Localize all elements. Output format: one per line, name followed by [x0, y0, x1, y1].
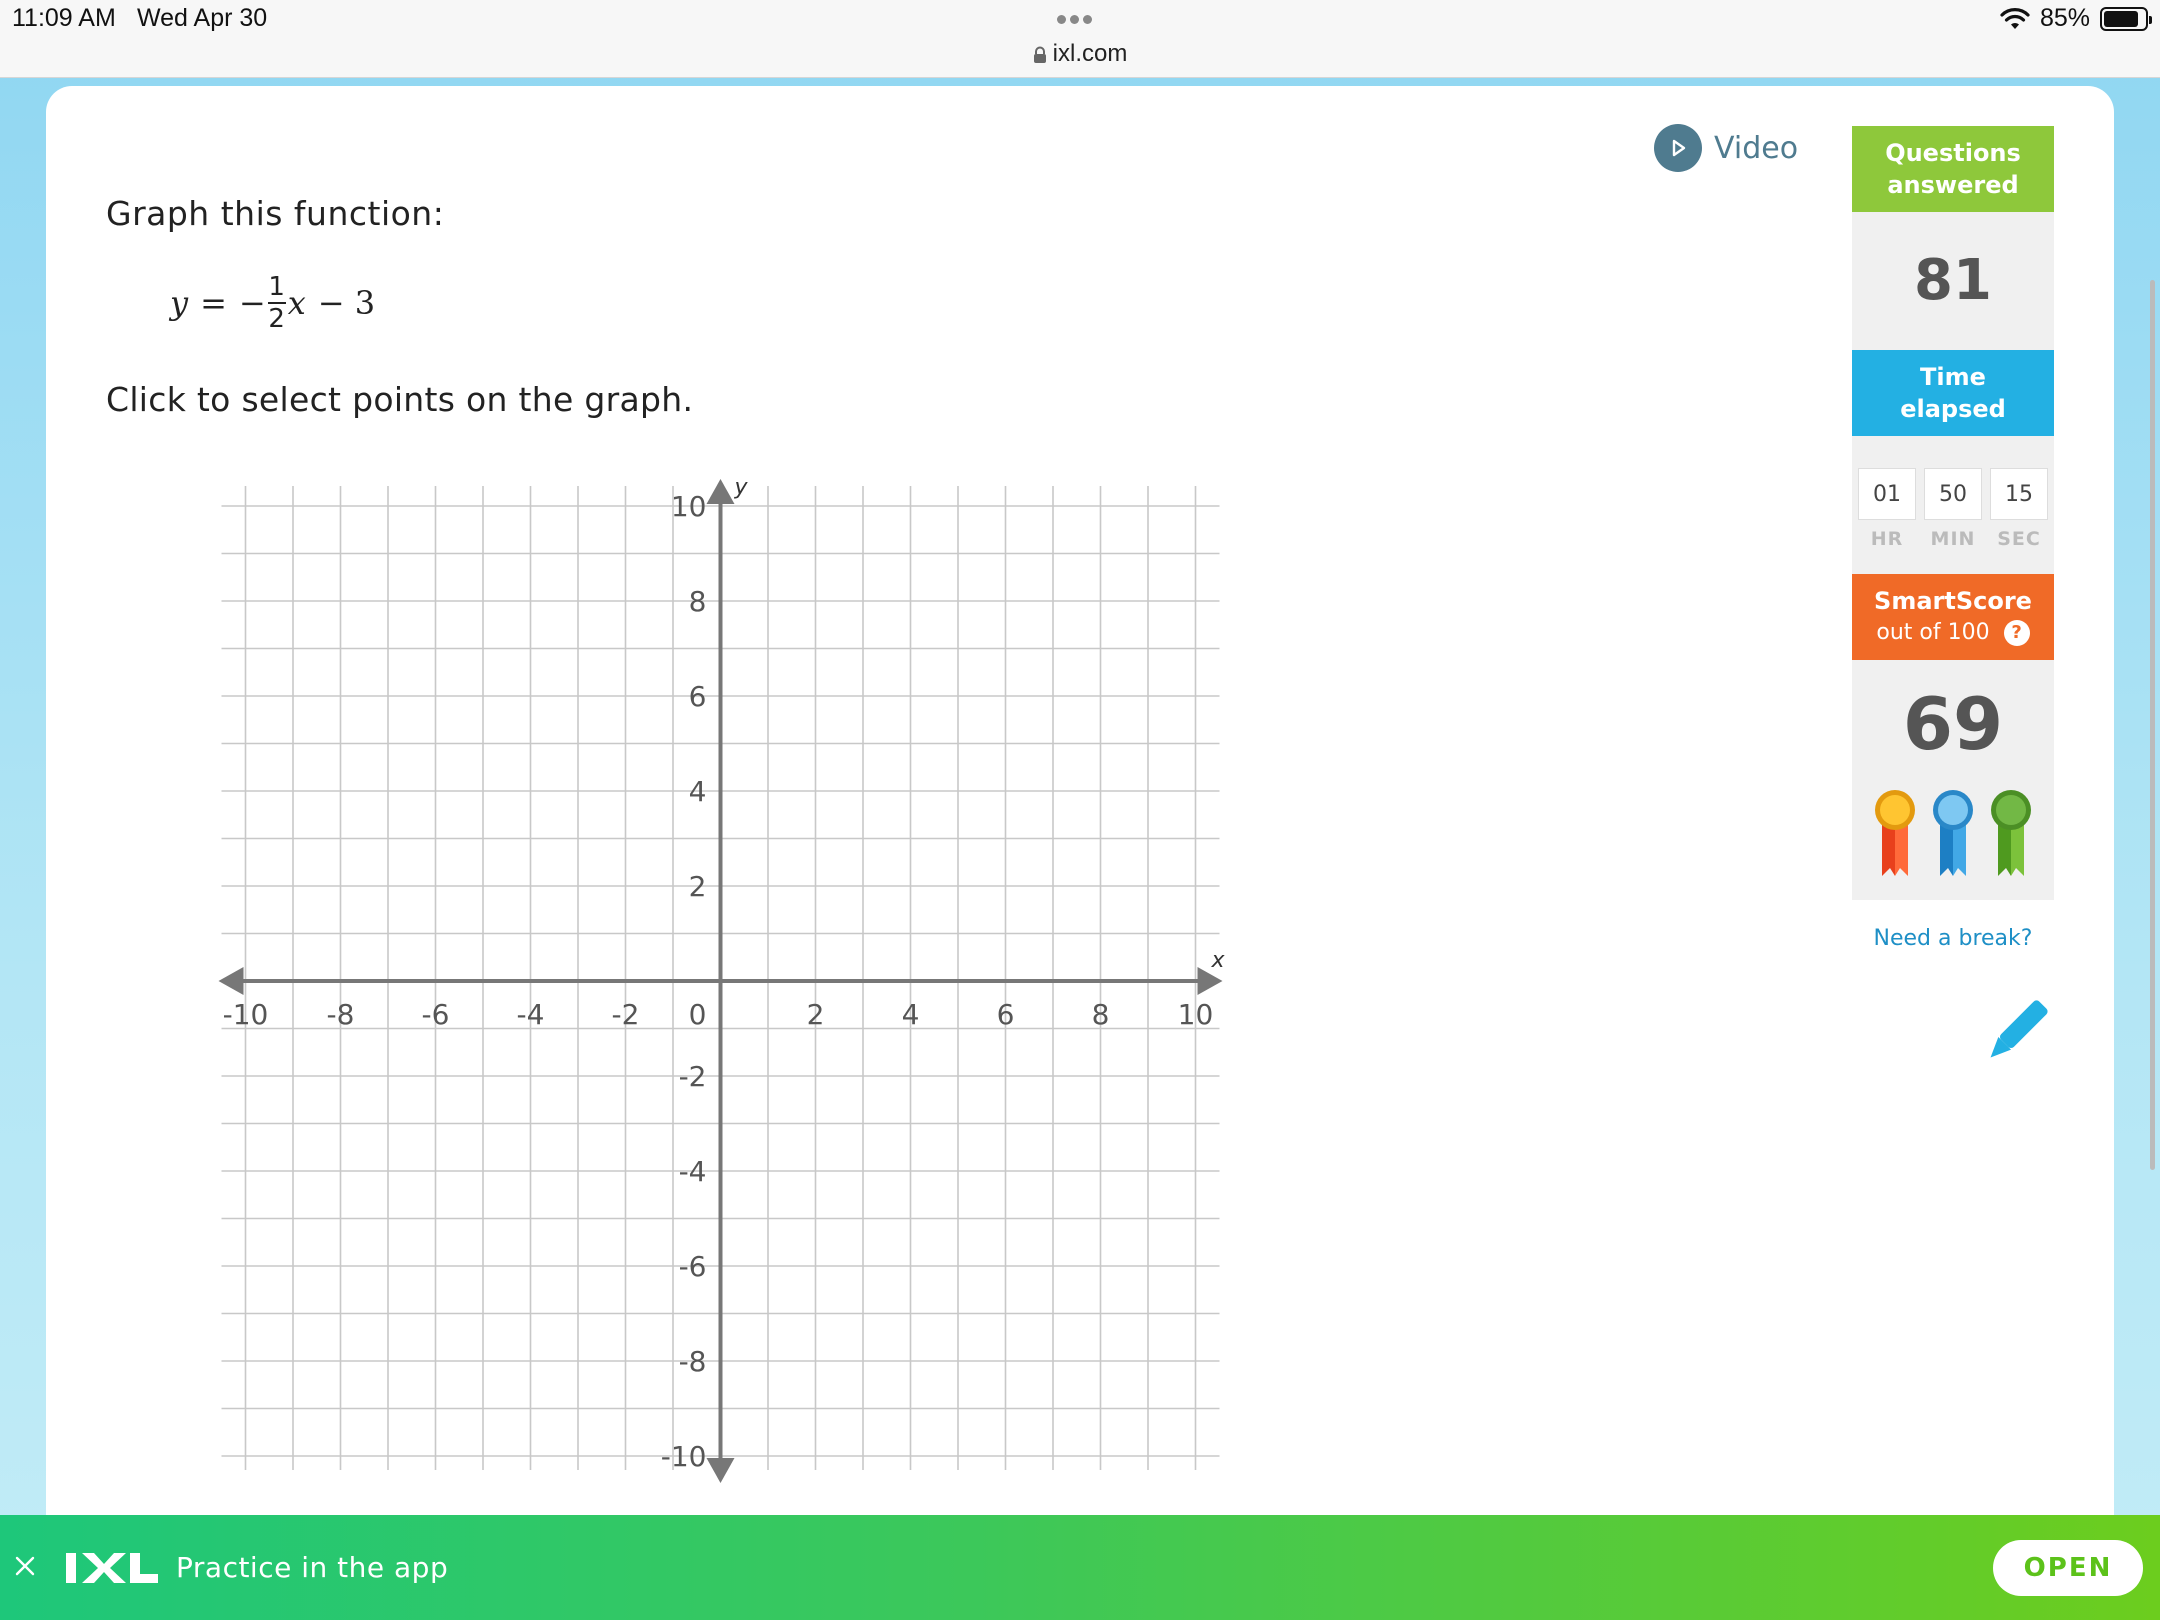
time-header-line1: Time	[1920, 363, 1986, 391]
play-icon	[1654, 124, 1702, 172]
x-axis-arrow-left	[219, 967, 244, 995]
help-icon[interactable]: ?	[2004, 620, 2030, 646]
app-banner	[0, 1515, 2160, 1620]
y-tick-label: -6	[678, 1250, 707, 1283]
close-icon[interactable]	[10, 1551, 40, 1581]
smartscore-subtitle	[1876, 617, 2029, 649]
pencil-icon[interactable]	[1976, 992, 2056, 1072]
status-time: 11:09 AM	[12, 4, 116, 32]
status-bar	[0, 0, 2160, 78]
equation	[170, 274, 375, 332]
y-axis-label: y	[734, 475, 748, 500]
equation-fraction	[268, 274, 286, 332]
award-ribbons	[1852, 784, 2054, 900]
y-tick-label: -2	[678, 1060, 707, 1093]
need-break-link[interactable]: Need a break?	[1873, 926, 2033, 951]
timer-hours: 01	[1858, 468, 1916, 520]
timer-seconds-label: SEC	[1997, 528, 2041, 550]
x-tick-label: 8	[1091, 998, 1110, 1031]
x-tick-label: 0	[688, 998, 707, 1031]
y-tick-label: 10	[670, 490, 707, 523]
timer	[1852, 436, 2054, 574]
questions-header-line2: answered	[1887, 171, 2019, 199]
graph-svg[interactable]	[166, 456, 1236, 1586]
time-elapsed-header	[1852, 350, 2054, 436]
equation-sign: −	[238, 284, 266, 322]
wifi-icon	[2000, 7, 2030, 31]
video-label: Video	[1714, 130, 1799, 166]
x-tick-label: -6	[421, 998, 450, 1031]
x-tick-label: 4	[901, 998, 920, 1031]
y-tick-label: 2	[688, 870, 707, 903]
gold-ribbon-icon	[1872, 788, 1918, 880]
x-tick-label: 10	[1177, 998, 1214, 1031]
status-date: Wed Apr 30	[137, 4, 268, 32]
green-ribbon-icon	[1988, 788, 2034, 880]
lock-icon	[1033, 46, 1047, 64]
timer-minutes-label: MIN	[1930, 528, 1976, 550]
x-tick-label: -8	[326, 998, 355, 1031]
open-app-button[interactable]: OPEN	[1993, 1540, 2143, 1596]
y-tick-label: -8	[678, 1345, 707, 1378]
equation-equals: =	[200, 284, 227, 322]
timer-minutes: 50	[1924, 468, 1982, 520]
fraction-denominator: 2	[268, 304, 285, 334]
banner-text: Practice in the app	[176, 1551, 449, 1584]
timer-seconds: 15	[1990, 468, 2048, 520]
smartscore-title: SmartScore	[1874, 587, 2032, 615]
smartscore-out-of: out of 100	[1876, 620, 1990, 645]
x-tick-label: 6	[996, 998, 1015, 1031]
x-tick-label: -4	[516, 998, 545, 1031]
questions-count: 81	[1852, 212, 2054, 350]
question-card	[46, 86, 2114, 1620]
blue-ribbon-icon	[1930, 788, 1976, 880]
y-axis-arrow-down	[707, 1458, 735, 1483]
question-title: Graph this function:	[106, 194, 445, 233]
y-tick-label: 4	[688, 775, 707, 808]
timer-hours-label: HR	[1870, 528, 1904, 550]
status-right	[2000, 4, 2148, 33]
y-tick-label: 6	[688, 680, 707, 713]
y-tick-label: 8	[688, 585, 707, 618]
more-dots-icon[interactable]	[1057, 12, 1096, 28]
x-tick-label: 2	[806, 998, 825, 1031]
smartscore-header	[1852, 574, 2054, 660]
ixl-logo-icon	[64, 1551, 160, 1585]
coordinate-graph[interactable]	[166, 456, 1236, 1586]
equation-rest: − 3	[317, 284, 376, 322]
url-text: ixl.com	[1052, 40, 1128, 67]
video-button[interactable]	[1654, 124, 1798, 172]
x-tick-label: -2	[611, 998, 640, 1031]
questions-header-line1: Questions	[1885, 139, 2021, 167]
instruction: Click to select points on the graph.	[106, 380, 694, 419]
y-axis-arrow-up	[707, 479, 735, 504]
time-header-line2: elapsed	[1900, 395, 2006, 423]
x-axis-label: x	[1211, 948, 1225, 973]
fraction-numerator: 1	[268, 272, 285, 302]
questions-answered-header	[1852, 126, 2054, 212]
address-bar[interactable]	[0, 40, 2160, 68]
smartscore-value: 69	[1852, 660, 2054, 784]
scrollbar[interactable]	[2150, 280, 2155, 1170]
y-tick-label: -4	[678, 1155, 707, 1188]
x-tick-label: -10	[222, 998, 269, 1031]
equation-variable: x	[287, 284, 306, 322]
equation-lhs: y	[170, 284, 189, 322]
y-tick-label: -10	[660, 1440, 707, 1473]
battery-icon	[2100, 7, 2148, 31]
battery-percent: 85%	[2039, 4, 2090, 32]
stats-sidebar	[1852, 126, 2054, 951]
